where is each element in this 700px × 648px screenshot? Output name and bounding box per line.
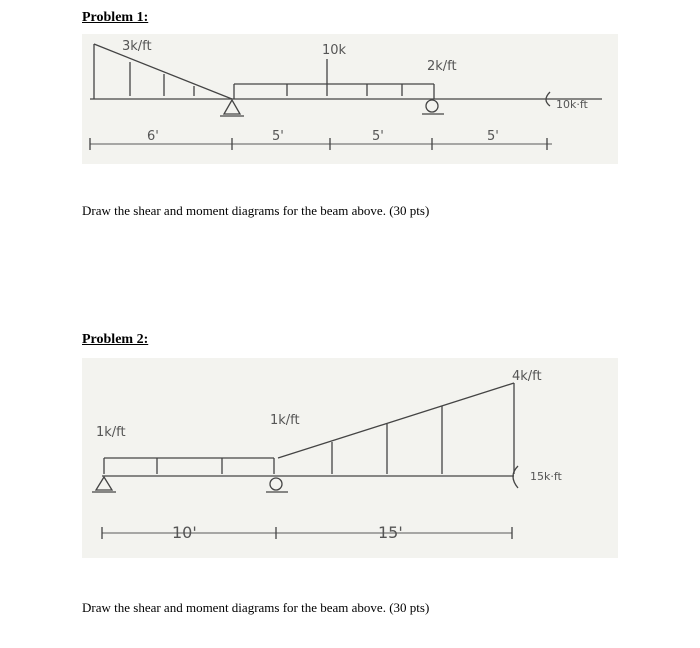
problem-1-instruction: Draw the shear and moment diagrams for the beam above. (30 pts) xyxy=(82,203,430,218)
problem-1-figure xyxy=(82,34,618,164)
dim-label-4: 5' xyxy=(487,129,499,144)
problem-2-heading: Problem 2: xyxy=(82,332,149,347)
load-mid-label: 1k/ft xyxy=(270,413,300,428)
problem-1-heading: Problem 1: xyxy=(82,10,149,25)
load-left-label: 1k/ft xyxy=(96,425,126,440)
point-load-label: 10k xyxy=(322,43,347,58)
tri-load-label: 3k/ft xyxy=(122,39,152,54)
load-right-label: 4k/ft xyxy=(512,369,542,384)
dim-label-2: 5' xyxy=(272,129,284,144)
dim-label-10: 10' xyxy=(172,523,197,542)
problem-2-instruction: Draw the shear and moment diagrams for the beam above. (30 pts) xyxy=(82,600,430,615)
uniform-load-label: 2k/ft xyxy=(427,59,457,74)
dim-label-15: 15' xyxy=(378,523,403,542)
problem-2-figure xyxy=(82,358,618,558)
problem-1-beam-sketch xyxy=(82,34,618,164)
end-moment-label: 10k·ft xyxy=(556,98,588,111)
problem-2-beam-sketch xyxy=(82,358,618,558)
dim-label-1: 6' xyxy=(147,129,159,144)
end-moment-label-2: 15k·ft xyxy=(530,470,562,483)
dim-label-3: 5' xyxy=(372,129,384,144)
